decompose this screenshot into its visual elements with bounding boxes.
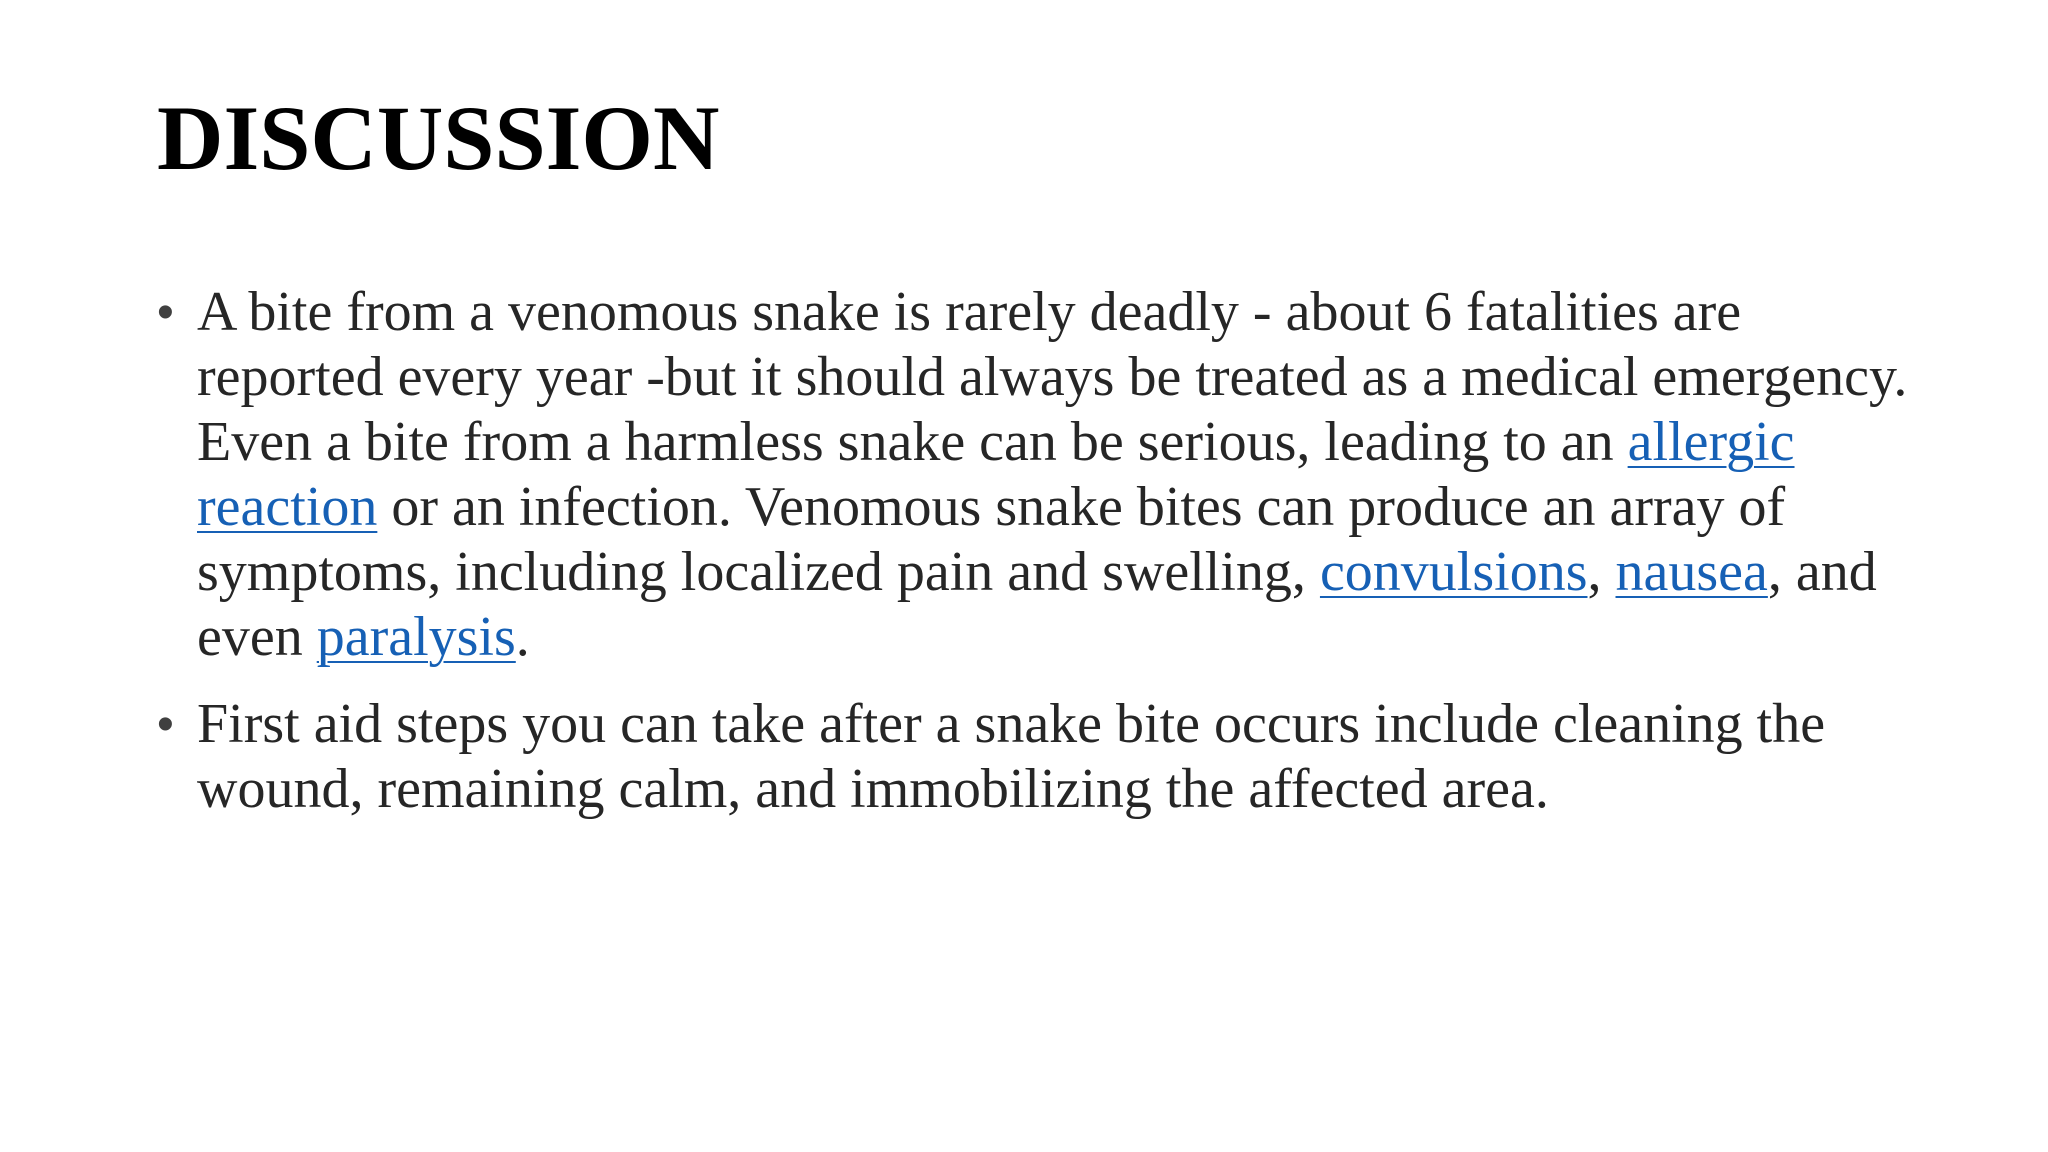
bullet2-text: First aid steps you can take after a snake bite occurs include cleaning the wound, remaining calm, and immobilizing the affected area. — [197, 693, 1826, 820]
bullet1-text-b: or an infection. Venomous snake bites can produce an array of symptoms, including localized pain and swelling, — [197, 476, 1786, 603]
bullet1-text-d: , and even — [197, 541, 1877, 668]
bullet1-text-e: . — [515, 606, 530, 668]
link-paralysis[interactable]: paralysis — [316, 606, 516, 668]
bullet1-text-a: A bite from a venomous snake is rarely deadly - about 6 fatalities are reported every year -but it should always be treated as a medical emergency. Even a bite from a harmless snake can be serious, leading to an — [197, 281, 1908, 473]
bullet-list — [157, 280, 1917, 844]
link-convulsions[interactable]: convulsions — [1319, 541, 1588, 603]
bullet-dot: • — [157, 286, 174, 339]
bullet-item-1 — [157, 280, 1917, 670]
bullet1-text-c: , — [1587, 541, 1616, 603]
link-allergic-reaction[interactable]: allergic reaction — [197, 411, 1795, 538]
bullet-dot: • — [157, 698, 174, 751]
slide-title: DISCUSSION — [157, 87, 720, 189]
link-nausea[interactable]: nausea — [1615, 541, 1768, 603]
bullet-item-2 — [157, 692, 1917, 822]
